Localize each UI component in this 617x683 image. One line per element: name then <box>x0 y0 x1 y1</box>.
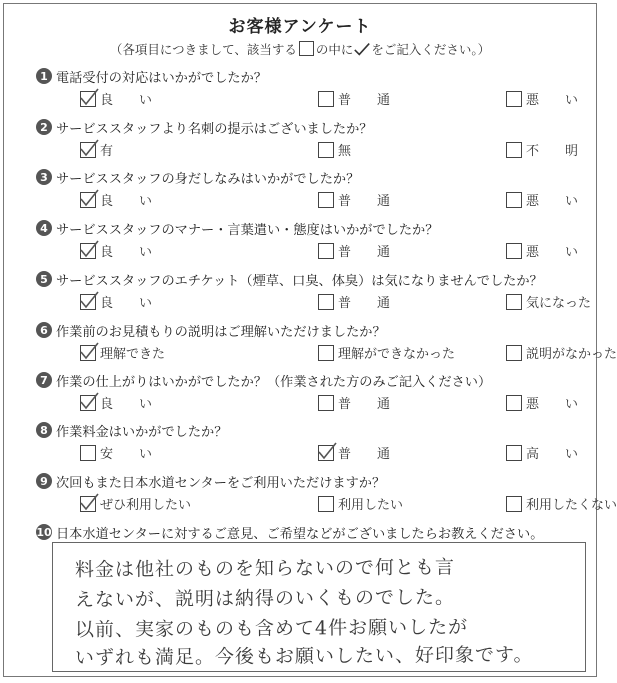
answer-option[interactable] <box>506 393 578 412</box>
option-label: 普 通 <box>338 447 391 462</box>
answer-option[interactable] <box>318 89 390 108</box>
answer-options <box>36 494 617 516</box>
answer-option[interactable] <box>80 393 152 412</box>
question-line <box>36 471 596 491</box>
empty-checkbox[interactable] <box>318 345 334 361</box>
checked-checkbox[interactable] <box>80 294 96 310</box>
question-number-badge: 10 <box>36 525 52 539</box>
empty-checkbox[interactable] <box>506 395 522 411</box>
question-1 <box>36 66 596 111</box>
comment-line: いずれも満足。今後もお願いしたい、好印象です。 <box>74 643 534 669</box>
empty-checkbox[interactable] <box>318 294 334 310</box>
empty-checkbox[interactable] <box>506 294 522 310</box>
checkmark-icon <box>78 390 100 412</box>
question-text: 作業料金はいかがでしたか？ <box>56 424 228 440</box>
answer-options <box>36 443 596 465</box>
question-7 <box>36 370 596 415</box>
question-line <box>36 370 596 390</box>
question-9 <box>36 471 617 516</box>
answer-option[interactable] <box>80 343 165 362</box>
option-label: 利用したい <box>338 498 404 513</box>
option-label: 普 通 <box>338 194 391 209</box>
survey-form <box>3 3 617 677</box>
option-label: 有 <box>100 144 114 159</box>
answer-option[interactable] <box>506 140 578 159</box>
question-text: 作業前のお見積もりの説明はご理解いただけましたか？ <box>56 324 386 340</box>
option-label: 悪 い <box>526 93 579 108</box>
empty-checkbox[interactable] <box>506 243 522 259</box>
question-text: 次回もまた日本水道センターをご利用いただけますか？ <box>56 475 386 491</box>
answer-option[interactable] <box>318 241 390 260</box>
checkmark-icon <box>316 440 338 462</box>
option-label: ぜひ利用したい <box>100 498 192 513</box>
checkmark-icon <box>353 41 371 57</box>
question-text: 電話受付の対応はいかがでしたか？ <box>56 70 267 86</box>
empty-checkbox[interactable] <box>506 192 522 208</box>
empty-checkbox[interactable] <box>318 91 334 107</box>
question-line <box>36 420 596 440</box>
answer-option[interactable] <box>318 292 390 311</box>
answer-option[interactable] <box>506 292 591 311</box>
checkmark-icon <box>78 340 100 362</box>
question-4 <box>36 218 596 263</box>
form-instruction <box>4 40 596 58</box>
answer-options <box>36 241 596 263</box>
question-text: 日本水道センターに対するご意見、ご希望などがございましたらお教えください。 <box>56 526 544 542</box>
option-label: 利用したくない <box>526 498 617 513</box>
empty-checkbox[interactable] <box>318 395 334 411</box>
question-2 <box>36 117 596 162</box>
form-title: お客様アンケート <box>228 17 372 37</box>
checked-checkbox[interactable] <box>80 91 96 107</box>
answer-options <box>36 140 596 162</box>
question-6 <box>36 320 617 365</box>
answer-option[interactable] <box>506 494 617 513</box>
answer-option[interactable] <box>506 89 578 108</box>
question-number-badge: 5 <box>36 271 52 287</box>
option-label: 安 い <box>100 447 153 462</box>
checkmark-icon <box>78 86 100 108</box>
comment-box[interactable] <box>52 542 586 672</box>
empty-checkbox[interactable] <box>506 496 522 512</box>
question-number-badge: 1 <box>36 68 52 84</box>
checked-checkbox[interactable] <box>80 192 96 208</box>
answer-option[interactable] <box>318 494 403 513</box>
option-label: 悪 い <box>526 194 579 209</box>
comment-line: 以前、実家のものも含めて4件お願いしたが <box>74 616 469 641</box>
option-label: 不 明 <box>526 144 579 159</box>
option-label: 説明がなかった <box>526 347 617 362</box>
answer-options <box>36 393 596 415</box>
answer-option[interactable] <box>80 190 152 209</box>
question-text: サービススタッフより名刺の提示はございましたか？ <box>56 121 373 137</box>
comment-line: 料金は他社のものを知らないので何とも言 <box>74 556 456 581</box>
option-label: 普 通 <box>338 245 391 260</box>
question-line <box>36 167 596 187</box>
option-label: 良 い <box>100 245 153 260</box>
empty-checkbox[interactable] <box>506 142 522 158</box>
answer-option[interactable] <box>318 190 390 209</box>
answer-options <box>36 89 596 111</box>
empty-checkbox[interactable] <box>318 142 334 158</box>
checked-checkbox[interactable] <box>318 445 334 461</box>
question-text: サービススタッフのエチケット（煙草、口臭、体臭）は気になりませんでしたか？ <box>56 273 543 289</box>
answer-option[interactable] <box>80 292 152 311</box>
question-text: 作業の仕上がりはいかがでしたか？（作業された方のみご記入ください） <box>56 374 492 390</box>
instruction-pre: （各項目につきまして、該当する <box>109 42 297 57</box>
empty-checkbox[interactable] <box>318 496 334 512</box>
checkmark-icon <box>78 187 100 209</box>
empty-checkbox[interactable] <box>80 445 96 461</box>
answer-option[interactable] <box>506 241 578 260</box>
instruction-mid: の中に <box>315 42 354 57</box>
question-10 <box>36 522 596 542</box>
answer-options <box>36 190 596 212</box>
answer-option[interactable] <box>80 494 191 513</box>
answer-option[interactable] <box>318 343 455 362</box>
option-label: 悪 い <box>526 245 579 260</box>
option-label: 理解ができなかった <box>338 347 456 362</box>
answer-option[interactable] <box>506 190 578 209</box>
empty-checkbox[interactable] <box>506 91 522 107</box>
question-line <box>36 320 596 340</box>
checkmark-icon <box>78 289 100 311</box>
answer-option[interactable] <box>506 343 617 362</box>
instruction-post: をご記入ください。） <box>371 42 491 57</box>
question-number-badge: 9 <box>36 473 52 489</box>
option-label: 良 い <box>100 397 153 412</box>
question-text: サービススタッフのマナー・言葉遣い・態度はいかがでしたか？ <box>56 222 439 238</box>
answer-option[interactable] <box>80 443 152 462</box>
question-line <box>36 269 596 289</box>
answer-option[interactable] <box>318 443 390 462</box>
question-line <box>36 117 596 137</box>
option-label: 悪 い <box>526 397 579 412</box>
checked-checkbox[interactable] <box>80 395 96 411</box>
question-number-badge: 3 <box>36 169 52 185</box>
answer-option[interactable] <box>80 89 152 108</box>
question-number-badge: 8 <box>36 422 52 438</box>
question-5 <box>36 269 596 314</box>
empty-checkbox[interactable] <box>318 243 334 259</box>
option-label: 気になった <box>526 296 592 311</box>
question-line <box>36 66 596 86</box>
answer-option[interactable] <box>318 393 390 412</box>
checked-checkbox[interactable] <box>80 496 96 512</box>
empty-checkbox[interactable] <box>506 445 522 461</box>
answer-option[interactable] <box>318 140 351 159</box>
comment-line: えないが、説明は納得のいくものでした。 <box>74 586 456 611</box>
checked-checkbox[interactable] <box>80 345 96 361</box>
question-number-badge: 2 <box>36 119 52 135</box>
option-label: 普 通 <box>338 397 391 412</box>
checkmark-icon <box>78 238 100 260</box>
checked-checkbox[interactable] <box>80 243 96 259</box>
empty-checkbox[interactable] <box>506 345 522 361</box>
option-label: 普 通 <box>338 93 391 108</box>
answer-options <box>36 343 617 365</box>
option-label: 理解できた <box>100 347 166 362</box>
checkmark-icon <box>78 491 100 513</box>
option-label: 高 い <box>526 447 579 462</box>
question-8 <box>36 420 596 465</box>
example-checkbox-icon <box>299 41 314 56</box>
option-label: 良 い <box>100 296 153 311</box>
question-number-badge: 7 <box>36 372 52 388</box>
question-3 <box>36 167 596 212</box>
option-label: 良 い <box>100 194 153 209</box>
option-label: 無 <box>338 144 352 159</box>
answer-option[interactable] <box>80 241 152 260</box>
question-number-badge: 6 <box>36 322 52 338</box>
checkmark-icon <box>78 137 100 159</box>
question-line <box>36 218 596 238</box>
option-label: 普 通 <box>338 296 391 311</box>
question-line <box>36 522 596 542</box>
answer-options <box>36 292 596 314</box>
answer-option[interactable] <box>506 443 578 462</box>
question-text: サービススタッフの身だしなみはいかがでしたか？ <box>56 171 360 187</box>
checked-checkbox[interactable] <box>80 142 96 158</box>
question-number-badge: 4 <box>36 220 52 236</box>
empty-checkbox[interactable] <box>318 192 334 208</box>
option-label: 良 い <box>100 93 153 108</box>
answer-option[interactable] <box>80 140 113 159</box>
